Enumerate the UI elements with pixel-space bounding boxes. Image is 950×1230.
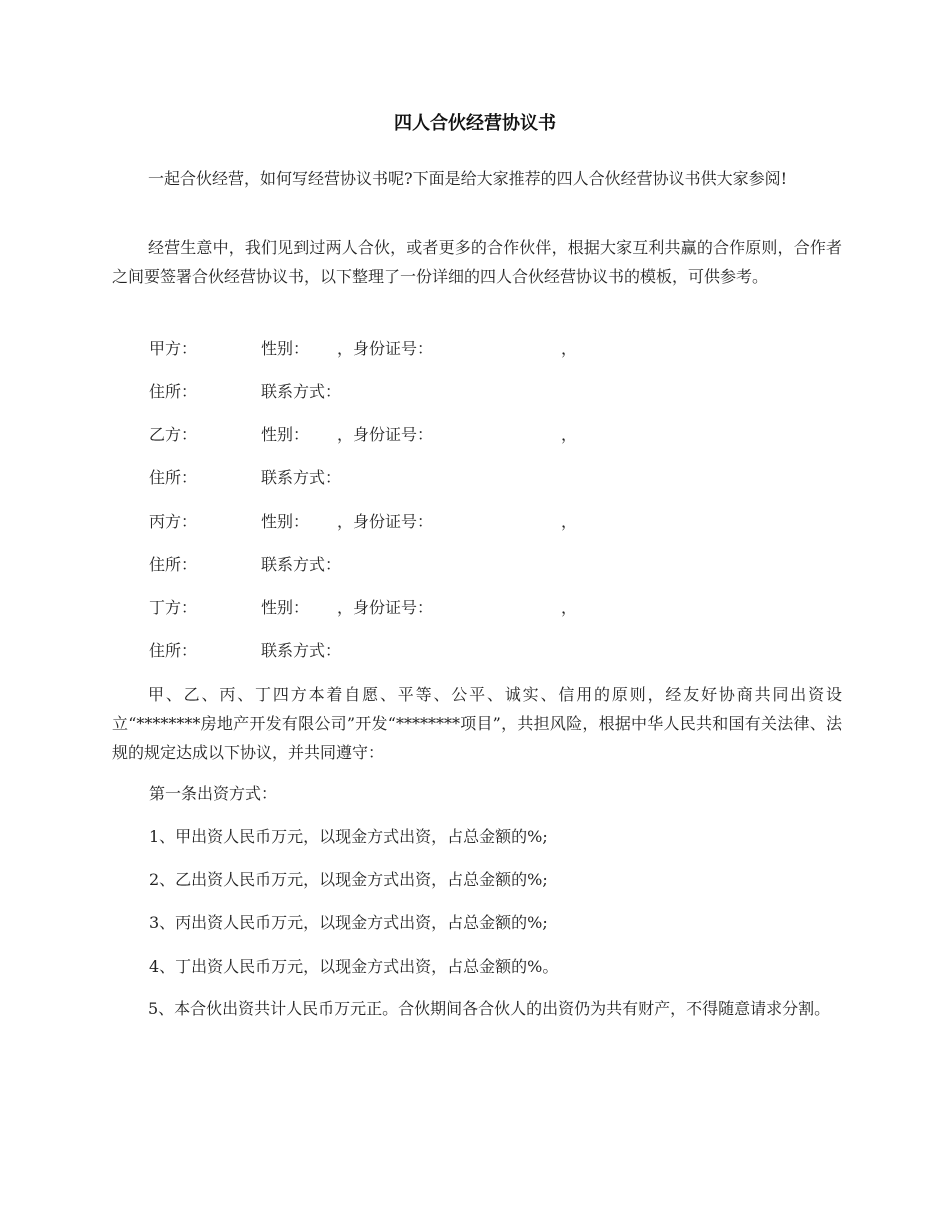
party-c-contact-label: 联系方式： bbox=[261, 555, 342, 574]
party-b-id-label: ，身份证号： bbox=[337, 425, 434, 444]
party-b-id-row bbox=[149, 420, 849, 450]
party-c-address-label: 住所： bbox=[149, 555, 198, 574]
party-a-id-row bbox=[149, 334, 849, 364]
intro-paragraph-2: 经营生意中，我们见到过两人合伙，或者更多的合作伙伴，根据大家互利共赢的合作原则，合作者之间要签署合伙经营协议书，以下整理了一份详细的四人合伙经营协议书的模板，可供参考。 bbox=[112, 238, 842, 286]
agreement-paragraph: 甲、乙、丙、丁四方本着自愿、平等、公平、诚实、信用的原则，经友好协商共同出资设立“********房地产开发有限公司”开发“********项目”，共担风险，根据中华人民共和国有关法律、法规的规定达成以下协议，并共同遵守： bbox=[112, 685, 842, 762]
contribution-item: 3、丙出资人民币万元，以现金方式出资，占总金额的%; bbox=[149, 913, 548, 932]
party-d-contact-label: 联系方式： bbox=[261, 641, 342, 660]
party-a-id-end: ， bbox=[561, 339, 578, 358]
party-c-gender-label: 性别： bbox=[261, 512, 310, 531]
contribution-item: 1、甲出资人民币万元，以现金方式出资，占总金额的%; bbox=[149, 827, 548, 846]
party-a-address-label: 住所： bbox=[149, 382, 198, 401]
party-d-id-end: ， bbox=[561, 598, 578, 617]
party-b-id-end: ， bbox=[561, 425, 578, 444]
contribution-item: 4、丁出资人民币万元，以现金方式出资，占总金额的%。 bbox=[149, 957, 559, 976]
intro-paragraph-1: 一起合伙经营，如何写经营协议书呢?下面是给大家推荐的四人合伙经营协议书供大家参阅! bbox=[148, 169, 788, 188]
document-title: 四人合伙经营协议书 bbox=[394, 113, 556, 134]
party-c-id-end: ， bbox=[561, 512, 578, 531]
party-a-gender-label: 性别： bbox=[261, 339, 310, 358]
party-d-gender-label: 性别： bbox=[261, 598, 310, 617]
party-a-contact-label: 联系方式： bbox=[261, 382, 342, 401]
party-d-address-row bbox=[149, 636, 849, 666]
party-b-address-row bbox=[149, 463, 849, 493]
party-d-id-row bbox=[149, 593, 849, 623]
party-b-gender-label: 性别： bbox=[261, 425, 310, 444]
party-b-address-label: 住所： bbox=[149, 468, 198, 487]
party-c-address-row bbox=[149, 550, 849, 580]
contribution-total-paragraph: 5、本合伙出资共计人民币万元正。合伙期间各合伙人的出资仍为共有财产，不得随意请求分割。 bbox=[148, 999, 831, 1018]
party-d-address-label: 住所： bbox=[149, 641, 198, 660]
party-a-label: 甲方： bbox=[149, 339, 198, 358]
article-1-heading: 第一条出资方式： bbox=[149, 784, 278, 803]
party-a-id-label: ，身份证号： bbox=[337, 339, 434, 358]
party-d-id-label: ，身份证号： bbox=[337, 598, 434, 617]
party-b-contact-label: 联系方式： bbox=[261, 468, 342, 487]
party-a-address-row bbox=[149, 377, 849, 407]
contribution-item: 2、乙出资人民币万元，以现金方式出资，占总金额的%; bbox=[149, 870, 548, 889]
party-c-label: 丙方： bbox=[149, 512, 198, 531]
party-c-id-label: ，身份证号： bbox=[337, 512, 434, 531]
party-c-id-row bbox=[149, 507, 849, 537]
party-b-label: 乙方： bbox=[149, 425, 198, 444]
party-d-label: 丁方： bbox=[149, 598, 198, 617]
